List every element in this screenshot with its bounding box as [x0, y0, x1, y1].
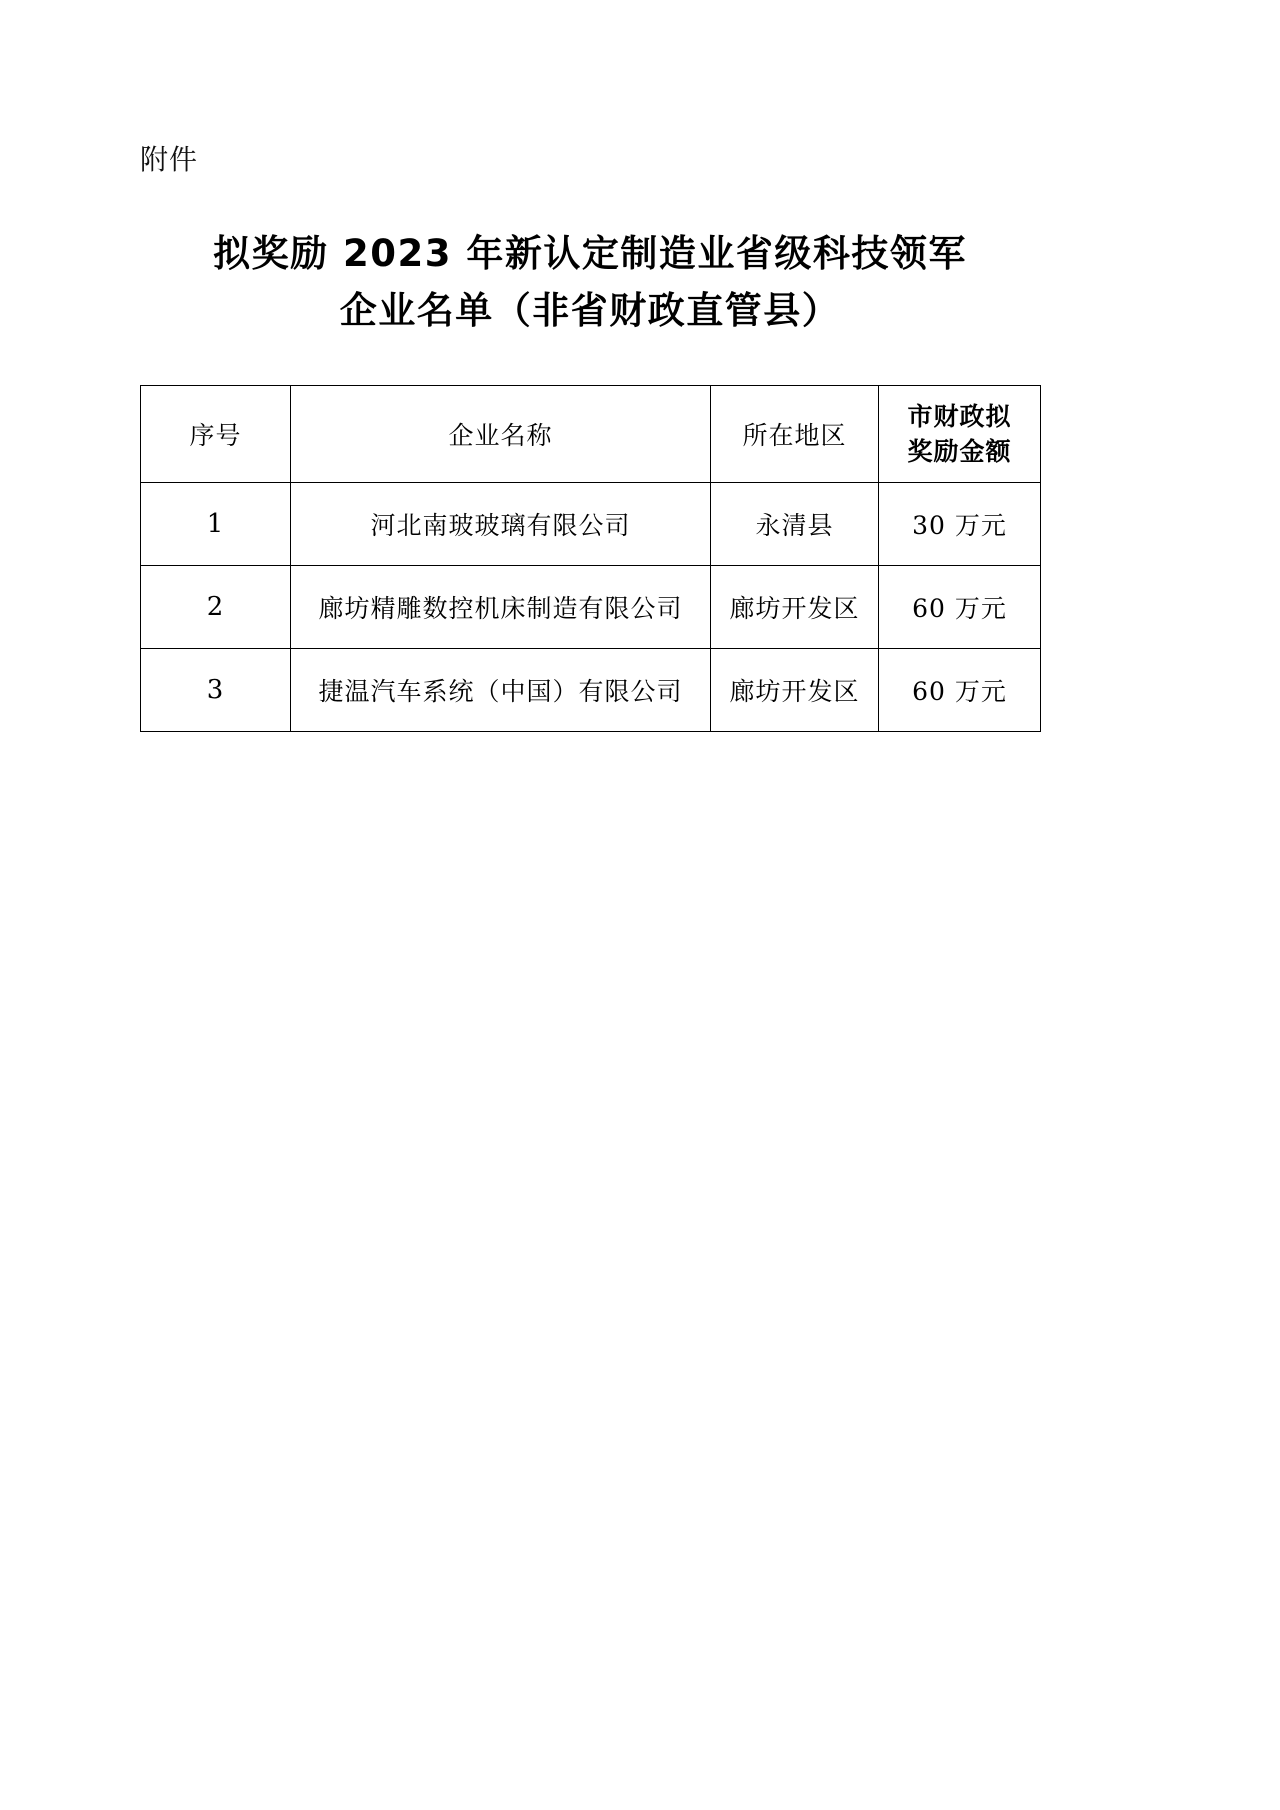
- column-header-amount: [879, 386, 1041, 483]
- column-header-region: 所在地区: [711, 386, 879, 483]
- cell-company-name: 廊坊精雕数控机床制造有限公司: [291, 566, 711, 649]
- table-row: [141, 566, 1041, 649]
- table-row: [141, 483, 1041, 566]
- column-header-name: 企业名称: [291, 386, 711, 483]
- award-table: [140, 385, 1041, 732]
- award-table-container: [140, 385, 1040, 732]
- cell-amount: 60 万元: [879, 649, 1041, 732]
- column-header-amount-line-1: 市财政拟: [907, 402, 1012, 431]
- cell-company-name: 捷温汽车系统（中国）有限公司: [291, 649, 711, 732]
- cell-region: 廊坊开发区: [711, 566, 879, 649]
- cell-no: 3: [141, 649, 291, 732]
- table-header: [141, 386, 1041, 483]
- attachment-label: 附件: [140, 143, 199, 176]
- cell-company-name: 河北南玻玻璃有限公司: [291, 483, 711, 566]
- page-title-line-2: 企业名单（非省财政直管县）: [339, 289, 841, 333]
- table-body: [141, 483, 1041, 732]
- table-header-row: [141, 386, 1041, 483]
- cell-region: 永清县: [711, 483, 879, 566]
- column-header-amount-line-2: 奖励金额: [907, 437, 1012, 466]
- page-title: [140, 225, 1040, 340]
- cell-no: 1: [141, 483, 291, 566]
- column-header-no: 序号: [141, 386, 291, 483]
- cell-amount: 60 万元: [879, 566, 1041, 649]
- page-title-line-1: 拟奖励 2023 年新认定制造业省级科技领军: [213, 232, 967, 275]
- cell-amount: 30 万元: [879, 483, 1041, 566]
- table-row: [141, 649, 1041, 732]
- cell-no: 2: [141, 566, 291, 649]
- cell-region: 廊坊开发区: [711, 649, 879, 732]
